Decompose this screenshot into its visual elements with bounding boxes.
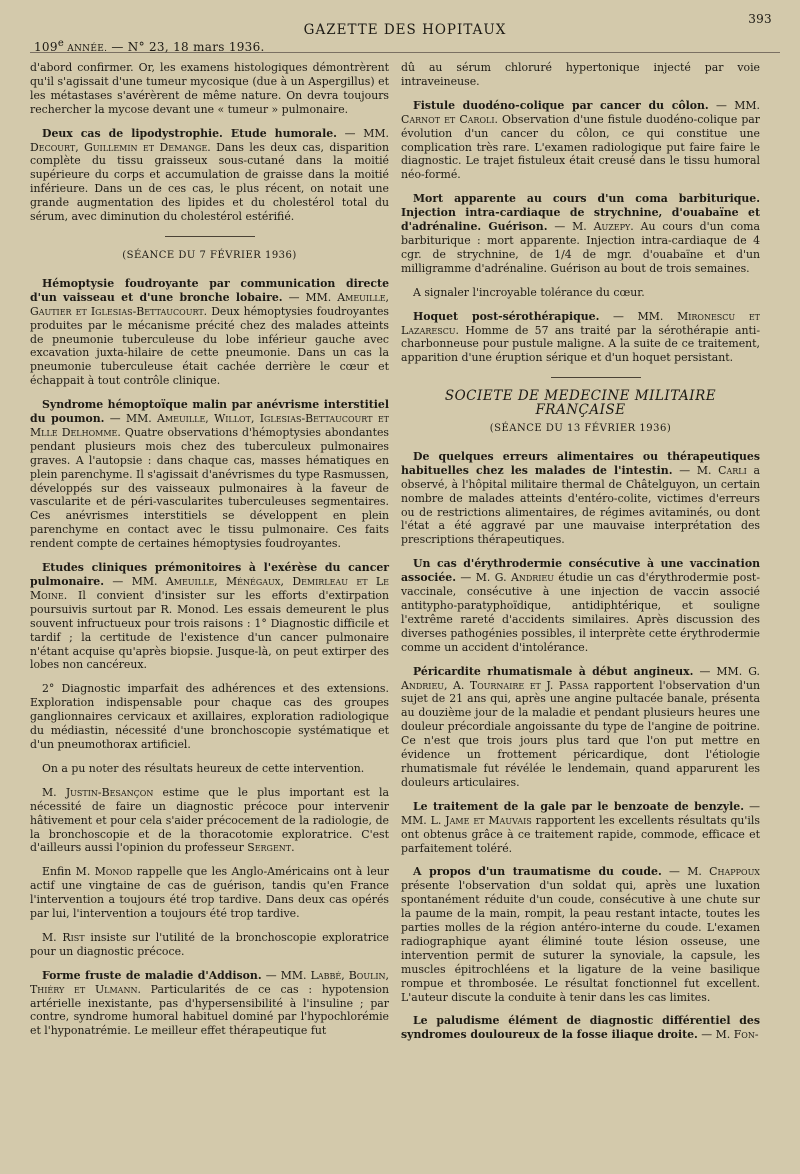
- article-authors: Andrieu, A. Tournaire et J. Passa: [401, 678, 589, 692]
- article-hemoptysie: Hémoptysie foudroyante par communication directe d'un vaisseau et d'une bronche lobaire. — MM. Ameuille, Gautier et Iglesias-Bettaucourt. Deux hémoptysies foudroyantes produites par le mécanisme précité chez des malades atteints de pneumonie tuberculeuse du lobe inférieur gauche avec excavation juxta-hilaire de cette pneumonie. Dans un cas la pneumonie tuberculeuse était cachée derrière le cœur et échappait à tout contrôle clinique.: [30, 276, 389, 388]
- right-column: [401, 61, 760, 1052]
- article-authors: Ameuille, Gautier et Iglesias-Bettaucourt.: [30, 290, 389, 318]
- article-hoquet: Hoquet post-sérothérapique. — MM. Mironescu et Lazarescu. Homme de 57 ans traité par la sérothérapie anti-charbonneuse pour pustule maligne. A la suite de ce traitement, apparition d'une éruption sérique et d'un hoquet persistant.: [401, 309, 760, 365]
- article-syndrome-hemoptoique: Syndrome hémoptoïque malin par anévrisme interstitiel du poumon. — MM. Ameuille, Willot, Iglesias-Bettaucourt et Mlle Delhomme. Quatre observations d'hémoptysies abondantes pendant plusieurs mois chez des tuberculeux pulmonaires graves. A l'autopsie : dans chaque cas, masses hématiques en plein parenchyme. Il s'agissait d'anévrismes du type Rasmussen, développés sur des vaisseaux pulmonaires à la faveur de vascularite et de péri-vascularites tuberculeuses segmentaires. Ces anévrismes interstitiels se développent en plein parenchyme en contact avec le tissu pulmonaire. Ces faits rendent compte de certaines hémoptysies foudroyantes.: [30, 398, 390, 551]
- article-gale: Le traitement de la gale par le benzoate de benzyle. — MM. L. Jame et Mauvais rapportent les excellents résultats qu'ils ont obtenus grâce à ce traitement rapide, commode, efficace et parfaitement toléré.: [401, 799, 760, 855]
- seance-heading: (SÉANCE DU 7 FÉVRIER 1936): [122, 249, 297, 261]
- article-title: Etudes cliniques prémonitoires à l'exérèse du cancer pulmonaire.: [30, 561, 389, 588]
- article-title: Hémoptysie foudroyante par communication directe d'un vaisseau et d'une bronche lobaire.: [30, 276, 389, 304]
- article-coude: A propos d'un traumatisme du coude. — M. Chappoux présente l'observation d'un soldat qui, après une luxation spontanément réduite d'un coude, consécutive à une chute sur la paume de la main, rompit, la peau restant intacte, toutes les parties molles de la région antéro-interne du coude. L'examen radiographique ayant éliminé toute lésion osseuse, une intervention permit de suturer la synoviale, la capsule, les muscles épitrochléens et la ligature de la veine basilique rompue et thrombosée. Le résultat fonctionnel fut excellent. L'auteur discute la conduite à tenir dans les cas limites.: [401, 865, 761, 1004]
- article-addison: Forme fruste de maladie d'Addison. — MM. Labbé, Boulin, Thiéry et Ulmann. Particularités de ce cas : hypotension artérielle inexistante, pas d'hypersensibilité à l'insuline ; par contre, syndrome humoral habituel dominé par l'hypochlorémie et l'hyponatrémie. Le meilleur effet thérapeutique fut: [30, 968, 390, 1038]
- article-title: Mort apparente au cours d'un coma barbiturique. Injection intra-cardiaque de strychnine, d'ouabaïne et d'adrénaline. Guérison.: [401, 192, 760, 234]
- article-authors: Ameuille, Ménégaux, Demirleau et Le Moine.: [30, 575, 390, 602]
- article-authors: Auzepy.: [593, 220, 634, 234]
- article-title: Un cas d'érythrodermie consécutive à une vaccination associée.: [401, 557, 760, 585]
- article-authors: Decourt, Guillemin et Demange.: [30, 140, 211, 154]
- paragraph: On a pu noter des résultats heureux de cette intervention.: [42, 761, 365, 775]
- article-authors: Ameuille, Willot, Iglesias-Bettaucourt et Mlle Delhomme.: [30, 412, 390, 439]
- issue-info: 109e ANNÉE. — N° 23, 18 mars 1936.: [34, 38, 265, 54]
- article-fistule: Fistule duodéno-colique par cancer du côlon. — MM. Carnot et Caroli. Observation d'une fistule duodéno-colique par évolution d'un cancer du côlon, ce qui constitue une complication très rare. L'examen radiologique put faire faire le diagnostic. Le trajet fistuleux était creusé dans le tissu humoral néo-formé.: [401, 98, 760, 182]
- article-authors: Andrieu: [510, 571, 554, 585]
- society-heading: SOCIETE DE MEDECINE MILITAIRE FRANÇAISE: [444, 388, 717, 419]
- paragraph: dû au sérum chloruré hypertonique injecté par voie intraveineuse.: [401, 61, 760, 88]
- article-title: Le traitement de la gale par le benzoate de benzyle.: [413, 799, 744, 813]
- article-pericardite: Péricardite rhumatismale à début angineux. — MM. G. Andrieu, A. Tournaire et J. Passa rapportent l'observation d'un sujet de 21 ans qui, après une angine pultacée banale, présenta au douzième jour de la maladie et pendant plusieurs heures une douleur précordiale angoissante du type de l'angine de poitrine. Ce n'est que trois jours plus tard que l'on put mettre en évidence un frottement péricardique, dont l'étiologie rhumatismale fut révélée le lendemain, quand apparurent les douleurs articulaires.: [401, 664, 760, 789]
- article-title: Fistule duodéno-colique par cancer du côlon.: [413, 98, 709, 112]
- article-erythrodermie: Un cas d'érythrodermie consécutive à une vaccination associée. — M. G. Andrieu étudie un cas d'érythrodermie post-vaccinale, consécutive à une injection de vaccin associé antitypho-paratyphoïdique, antidiphtérique, et souligne l'extrême rareté d'accidents similaires. Après discussion des diverses pathogénies possibles, il interprète cette érythrodermie comme un accident d'intolérance.: [401, 557, 760, 654]
- article-title: Syndrome hémoptoïque malin par anévrisme interstitiel du poumon.: [30, 398, 389, 426]
- page-number: 393: [748, 12, 772, 26]
- paragraph: A signaler l'incroyable tolérance du cœur.: [413, 285, 645, 299]
- article-authors: Fon-: [733, 1028, 759, 1042]
- section-divider: [165, 236, 255, 237]
- paragraph: 2° Diagnostic imparfait des adhérences et des extensions. Exploration indispensable pour chaque cas des groupes ganglionnaires cervicaux et axillaires, exploration radiologique du médiastin, nécessité d'une bronchoscopie systématique et d'un pneumothorax artificiel.: [30, 682, 389, 751]
- article-authors: Jame et Mauvais: [445, 813, 532, 827]
- paragraph: Enfin M. Monod rappelle que les Anglo-Américains ont à leur actif une vingtaine de cas de guérison, tandis qu'en France l'intervention a toujours été trop tardive. Dans deux cas opérés par lui, l'intervention a toujours été trop tardive.: [30, 865, 390, 921]
- paragraph: d'abord confirmer. Or, les examens histologiques démontrèrent qu'il s'agissait d'une tumeur mycosique (due à un Aspergillus) et les métastases s'avérèrent de même nature. On devra toujours rechercher la mycose devant une « tumeur » pulmonaire.: [30, 61, 389, 116]
- article-lipodystrophie: Deux cas de lipodystrophie. Etude humorale. — MM. Decourt, Guillemin et Demange. Dans les deux cas, disparition complète du tissu graisseux sous-cutané dans la moitié supérieure du corps et accumulation de graisse dans la moitié inférieure. Dans un de ces cas, le plus récent, on notait une grande augmentation des lipides et du cholestérol total du sérum, avec diminution du cholestérol estérifié.: [30, 126, 390, 224]
- article-cancer-pulmonaire: Etudes cliniques prémonitoires à l'exérèse du cancer pulmonaire. — MM. Ameuille, Ménégaux, Demirleau et Le Moine. Il convient d'insister sur les efforts d'extirpation poursuivis surtout par R. Monod. Les essais demeurent le plus souvent infructueux pour trois raisons : 1° Diagnostic difficile et tardif ; la certitude de l'existence d'un cancer pulmonaire n'étant acquise qu'après biopsie. Jusque-là, on peut extirper des lobes non cancéreux.: [30, 561, 390, 672]
- journal-title: GAZETTE DES HOPITAUX: [303, 22, 507, 38]
- paragraph: M. Rist insiste sur l'utilité de la bronchoscopie exploratrice pour un diagnostic précoce.: [30, 930, 389, 958]
- article-title: Le paludisme élément de diagnostic différentiel des syndromes douloureux de la fosse iliaque droite.: [401, 1014, 760, 1042]
- article-title: Forme fruste de maladie d'Addison.: [42, 968, 262, 982]
- section-divider: [551, 377, 641, 378]
- article-authors: Chappoux: [709, 865, 761, 879]
- article-title: De quelques erreurs alimentaires ou thérapeutiques habituelles chez les malades de l'intestin.: [401, 449, 760, 477]
- page-header: [30, 8, 780, 53]
- seance-heading: (SÉANCE DU 13 FÉVRIER 1936): [489, 423, 672, 435]
- article-authors: Carnot et Caroli.: [401, 112, 498, 126]
- article-erreurs-alimentaires: De quelques erreurs alimentaires ou thérapeutiques habituelles chez les malades de l'intestin. — M. Carli a observé, à l'hôpital militaire thermal de Châtelguyon, un certain nombre de malades atteints d'entéro-colite, victimes d'erreurs ou de restrictions alimentaires, de régimes avitaminés, ou dont l'état a été aggravé par une mauvaise interprétation des prescriptions thérapeutiques.: [401, 449, 760, 547]
- article-title: Péricardite rhumatismale à début angineux.: [413, 664, 694, 678]
- article-title: A propos d'un traumatisme du coude.: [413, 865, 662, 879]
- article-paludisme: Le paludisme élément de diagnostic différentiel des syndromes douloureux de la fosse iliaque droite. — M. Fon-: [401, 1014, 760, 1042]
- article-mort-apparente: Mort apparente au cours d'un coma barbiturique. Injection intra-cardiaque de strychnine, d'ouabaïne et d'adrénaline. Guérison. — M. Auzepy. Au cours d'un coma barbiturique : mort apparente. Injection intra-cardiaque de 4 cgr. de strychnine, de 1/4 de mgr. d'ouabaïne et d'un milligramme d'adrénaline. Guérison au bout de trois semaines.: [401, 192, 760, 275]
- article-authors: Carli: [718, 463, 747, 477]
- paragraph: M. Justin-Besançon estime que le plus important est la nécessité de faire un diagnostic précoce pour intervenir hâtivement et pour cela s'aider précocement de la radiologie, de la bronchoscopie et de la thoracotomie exploratrice. C'est d'ailleurs aussi l'opinion du professeur Sergent.: [30, 785, 389, 855]
- article-title: Hoquet post-sérothérapique.: [413, 309, 600, 323]
- article-authors: Labbé, Boulin, Thiéry et Ulmann.: [30, 968, 390, 996]
- article-title: Deux cas de lipodystrophie. Etude humorale.: [42, 126, 337, 140]
- left-column: [30, 61, 389, 1052]
- article-authors: Mironescu et Lazarescu.: [401, 309, 760, 337]
